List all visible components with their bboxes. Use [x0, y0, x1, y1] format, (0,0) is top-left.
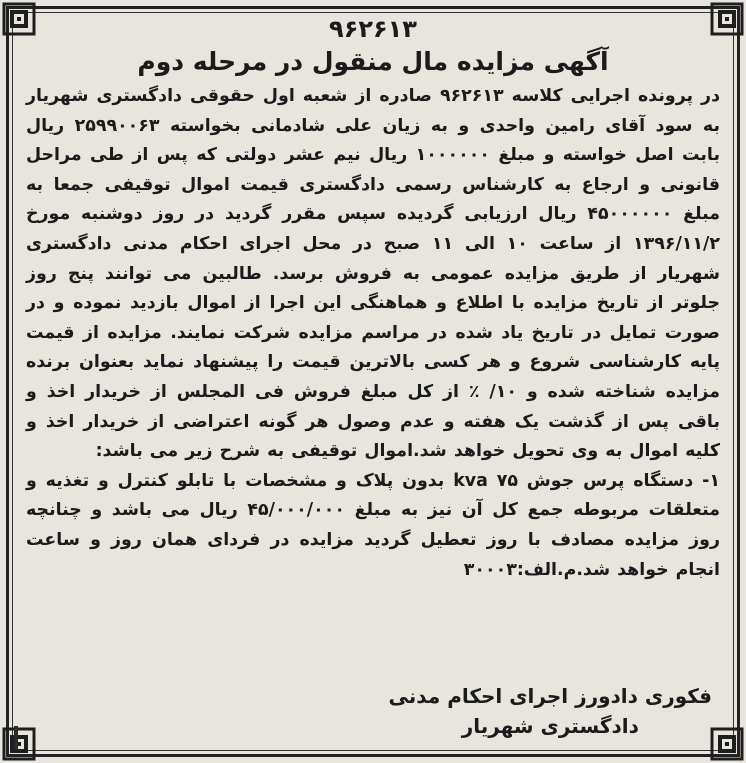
notice-body: [26, 82, 720, 585]
notice-number: ۹۶۲۶۱۳: [329, 15, 417, 43]
notice-title: آگهی مزایده مال منقول در مرحله دوم: [137, 47, 609, 76]
signature-name: فکوری دادورز اجرای احکام مدنی: [388, 684, 712, 708]
signature-office: دادگستری شهریار: [461, 714, 639, 738]
main-paragraph: در پرونده اجرایی کلاسه ۹۶۲۶۱۳ صادره از شعبه اول حقوقی دادگستری شهریار به سود آقای رامین واحدی و به زیان علی شادمانی بخواسته ۲۵۹۹۰۰۶۳ ریال بابت اصل خواسته و مبلغ ۱۰۰۰۰۰۰ ریال نیم عشر دولتی که پس از طی مراحل قانونی و ارجاع به کارشناس رسمی دادگستری قیمت اموال توقیفی جمعا به مبلغ ۴۵۰۰۰۰۰۰ ریال ارزیابی گردیده سپس مقرر گردید در روز دوشنبه مورخ ۱۳۹۶/۱۱/۲ از ساعت ۱۰ الی ۱۱ صبح در محل اجرای احکام مدنی دادگستری شهریار از طریق مزایده عمومی به فروش برسد. طالبین می توانند پنج روز جلوتر از تاریخ مزایده با اطلاع و هماهنگی این اجرا از اموال بازدید نموده و در صورت تمایل در تاریخ یاد شده در مراسم مزایده شرکت نمایند. مزایده از قیمت پایه کارشناسی شروع و هر کسی بالاترین قیمت را پیشنهاد نماید بعنوان برنده مزایده شناخته شده و ۱۰/ ٪ از کل مبلغ فروش فی المجلس از خریدار اخذ و باقی پس از گذشت یک هفته و عدم وصول هر گونه اعتراضی از خریدار اخذ و کلیه اموال به وی تحویل خواهد شد.اموال توقیفی به شرح زیر می باشد:: [26, 86, 721, 462]
notice-content: [26, 14, 720, 747]
item-paragraph: ۱- دستگاه پرس جوش ۷۵ kva بدون پلاک و مشخصات با تابلو کنترل و تغذیه و متعلقات مربوطه جمع کل آن نیز به مبلغ ۴۵/۰۰۰/۰۰۰ ریال می باشد و چنانچه روز مزایده مصادف با روز تعطیل گردید مزایده در فردای همان روز و ساعت انجام خواهد شد.م.الف:۳۰۰۰۳: [26, 470, 720, 580]
signature-block: [389, 681, 712, 741]
edge-mark: [14, 726, 18, 750]
